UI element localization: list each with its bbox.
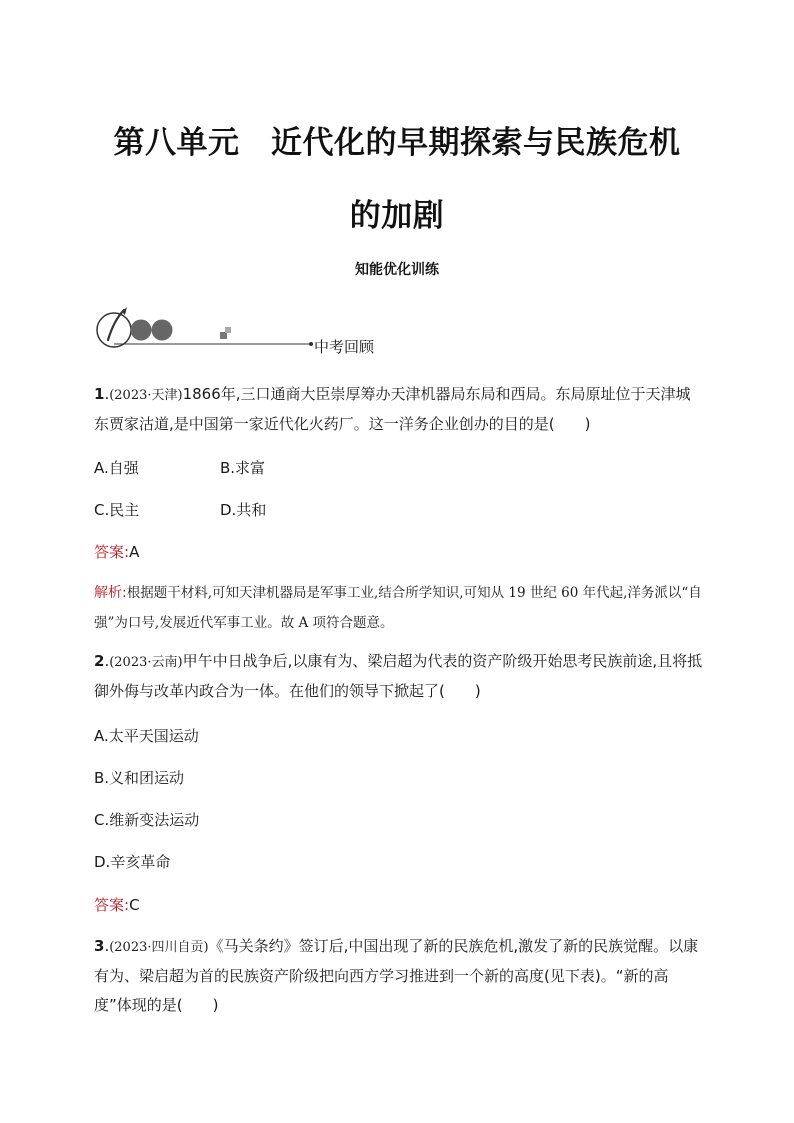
- question-1-analysis-label: 解析:: [94, 585, 127, 601]
- question-1-stem: 1866年,三口通商大臣崇厚筹办天津机器局东局和西局。东局原址位于天津城东贾家沽道,是中国第一家近代化火药厂。这一洋务企业创办的目的是( ): [94, 385, 691, 433]
- question-1-analysis: [94, 578, 704, 638]
- question-2-option-d: D.辛亥革命: [94, 853, 171, 871]
- question-2-option-c: C.维新变法运动: [94, 811, 200, 829]
- question-1-option-a: A.自强: [94, 459, 139, 477]
- question-3-number: 3: [94, 937, 105, 955]
- page-subtitle: 知能优化训练: [355, 262, 439, 278]
- question-1-answer: [94, 541, 139, 562]
- question-2-number: 2: [94, 652, 105, 670]
- question-1-option-c: C.民主: [94, 501, 140, 519]
- question-2-stem: 甲午中日战争后,以康有为、梁启超为代表的资产阶级开始思考民族前途,且将抵御外侮与改革内政合为一体。在他们的领导下掀起了( ): [94, 652, 703, 700]
- question-1-option-b: B.求富: [220, 459, 266, 477]
- question-2-text: 2.(2023·云南)甲午中日战争后,以康有为、梁启超为代表的资产阶级开始思考民族前途,且将抵御外侮与改革内政合为一体。在他们的领导下掀起了( ): [94, 652, 703, 700]
- question-1-answer-label: 答案:: [94, 543, 130, 561]
- question-2-option-a: A.太平天国运动: [94, 727, 199, 745]
- question-2-answer: [94, 894, 140, 915]
- page-title-line-2: 的加剧: [349, 198, 445, 234]
- question-3-source: (2023·四川自贡): [109, 940, 209, 955]
- question-1-option-d: D.共和: [220, 501, 267, 519]
- question-1-text: 1.(2023·天津)1866年,三口通商大臣崇厚筹办天津机器局东局和西局。东局原址位于天津城东贾家沽道,是中国第一家近代化火药厂。这一洋务企业创办的目的是( ): [94, 385, 691, 433]
- question-1-answer-value: A: [129, 543, 140, 561]
- question-1-analysis-text: 根据题干材料,可知天津机器局是军事工业,结合所学知识,可知从 19 世纪 60 年代起,洋务派以“自强”为口号,发展近代军事工业。故 A 项符合题意。: [94, 585, 702, 631]
- question-3-stem: 《马关条约》签订后,中国出现了新的民族危机,激发了新的民族觉醒。以康有为、梁启超为首的民族资产阶级把向西方学习推进到一个新的高度(见下表)。“新的高度”体现的是( ): [94, 937, 699, 1014]
- question-1-number: 1: [94, 385, 105, 403]
- question-2-source: (2023·云南): [109, 655, 183, 670]
- section-label: 中考回顾: [314, 338, 375, 356]
- question-1-source: (2023·天津): [109, 388, 183, 403]
- page-title-line-1: 第八单元 近代化的早期探索与民族危机: [113, 125, 681, 161]
- question-3-text: 3.(2023·四川自贡)《马关条约》签订后,中国出现了新的民族危机,激发了新的民族觉醒。以康有为、梁启超为首的民族资产阶级把向西方学习推进到一个新的高度(见下表)。“新的高度”体现的是( ): [94, 937, 699, 1014]
- question-2-answer-value: C: [129, 896, 140, 914]
- question-2-option-b: B.义和团运动: [94, 769, 185, 787]
- question-2-answer-label: 答案:: [94, 896, 130, 914]
